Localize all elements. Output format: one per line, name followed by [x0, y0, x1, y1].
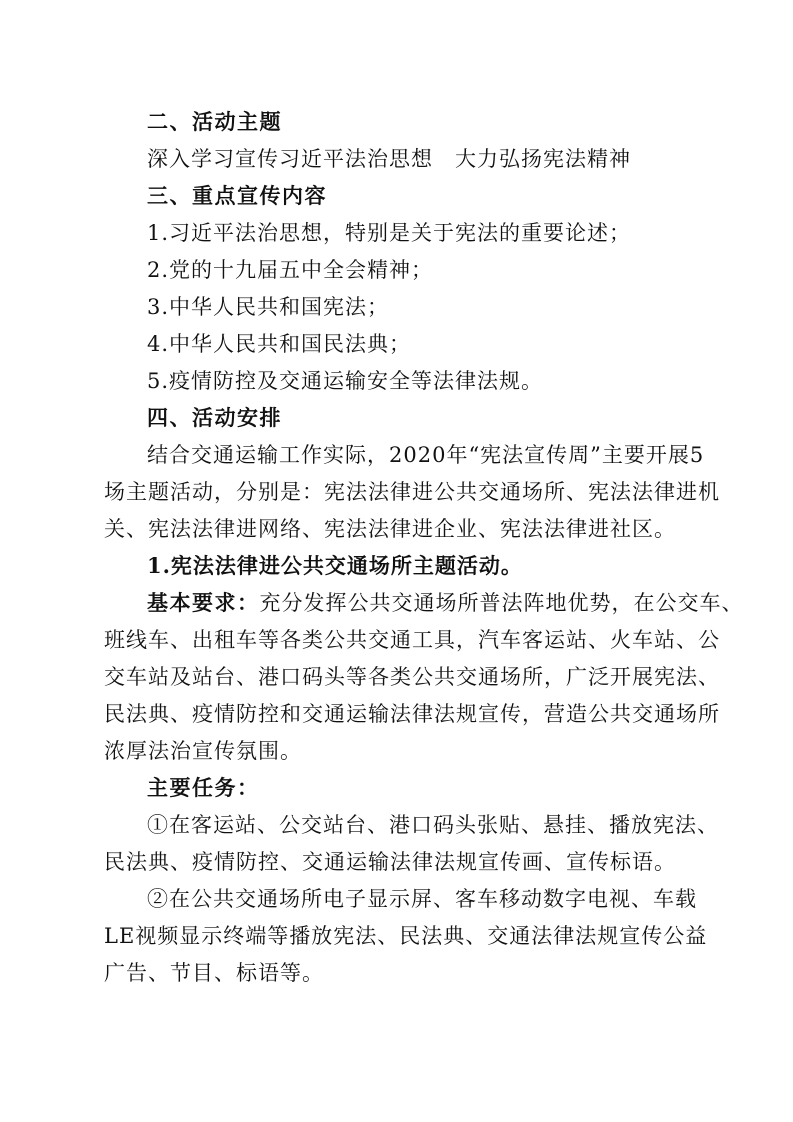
paragraph-line: 浓厚法治宣传氛围。	[104, 739, 302, 763]
theme-text: 深入学习宣传习近平法治思想 大力弘扬宪法精神	[147, 147, 631, 171]
requirements-line	[147, 588, 793, 618]
content-item-3: 3.中华人民共和国宪法；	[147, 295, 390, 319]
paragraph-line: 班线车、出租车等各类公共交通工具，汽车客运站、火车站、公	[104, 628, 720, 652]
paragraph-line: 结合交通运输工作实际，2020年“宪法宣传周”主要开展5	[147, 443, 705, 467]
content-item-1: 1.习近平法治思想，特别是关于宪法的重要论述；	[147, 221, 632, 245]
section-heading-content: 三、重点宣传内容	[147, 184, 327, 208]
content-item-2: 2.党的十九届五中全会精神；	[147, 258, 434, 282]
tasks-label: 主要任务：	[147, 776, 260, 800]
requirements-label: 基本要求：	[147, 591, 260, 615]
section-heading-theme: 二、活动主题	[147, 110, 282, 134]
activity-subheading: 1.宪法法律进公共交通场所主题活动。	[147, 553, 523, 578]
task-1-line: ①在客运站、公交站台、港口码头张贴、悬挂、播放宪法、	[147, 813, 719, 837]
task-2-line: ②在公共交通场所电子显示屏、客车移动数字电视、车载	[147, 887, 697, 911]
paragraph-line: 关、宪法法律进网络、宪法法律进企业、宪法法律进社区。	[104, 517, 676, 541]
paragraph-line: 场主题活动，分别是：宪法法律进公共交通场所、宪法法律进机	[104, 480, 720, 504]
section-heading-arrangement: 四、活动安排	[147, 406, 282, 430]
requirements-text: 充分发挥公共交通场所普法阵地优势，在公交车、	[259, 591, 744, 615]
task-2-line: 广告、节目、标语等。	[104, 961, 324, 985]
paragraph-line: 交车站及站台、港口码头等各类公共交通场所，广泛开展宪法、	[104, 665, 720, 689]
content-item-4: 4.中华人民共和国民法典；	[147, 332, 412, 356]
task-2-line: LE视频显示终端等播放宪法、民法典、交通法律法规宣传公益	[104, 924, 708, 948]
task-1-line: 民法典、疫情防控、交通运输法律法规宣传画、宣传标语。	[104, 850, 676, 874]
content-item-5: 5.疫情防控及交通运输安全等法律法规。	[147, 369, 544, 393]
paragraph-line: 民法典、疫情防控和交通运输法律法规宣传，营造公共交通场所	[104, 702, 720, 726]
